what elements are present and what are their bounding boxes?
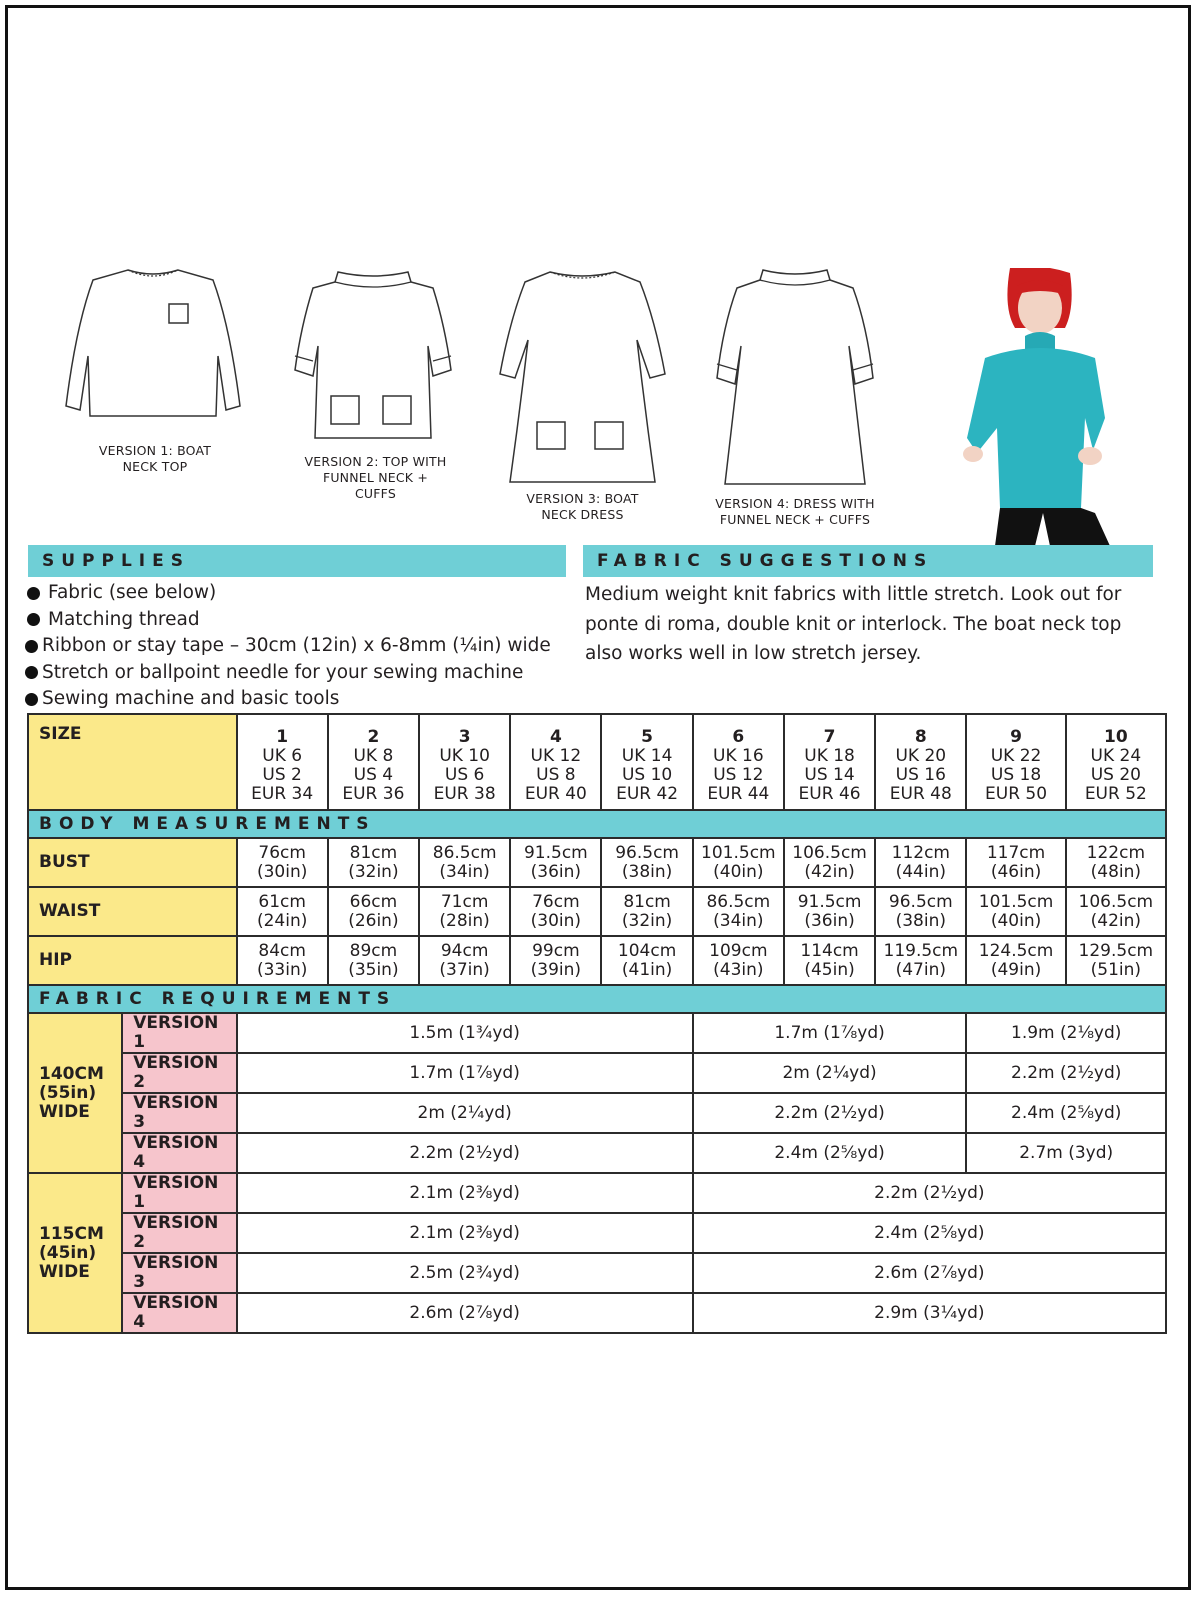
measurement-cell: 94cm (37in) [419, 936, 510, 985]
version-label: VERSION 3 [122, 1093, 236, 1133]
version-label: VERSION 4 [122, 1133, 236, 1173]
size-col: 10 UK 24 US 20 EUR 52 [1066, 714, 1166, 810]
version-label: VERSION 3 [122, 1253, 236, 1293]
bullet-icon [27, 613, 40, 626]
fabric-amount: 2m (2¼yd) [693, 1053, 967, 1093]
measurement-cell: 86.5cm (34in) [419, 838, 510, 887]
supplies-header [28, 545, 566, 577]
fabric-amount: 2.2m (2½yd) [693, 1093, 967, 1133]
fabric-row [28, 1253, 1166, 1293]
fabric-amount: 2.6m (2⅞yd) [693, 1253, 1166, 1293]
size-label: SIZE [28, 714, 237, 810]
size-col: 1 UK 6 US 2 EUR 34 [237, 714, 328, 810]
size-col: 9 UK 22 US 18 EUR 50 [966, 714, 1065, 810]
fabric-amount: 2.6m (2⅞yd) [237, 1293, 693, 1333]
bullet-icon [27, 587, 40, 600]
size-col: 2 UK 8 US 4 EUR 36 [328, 714, 419, 810]
fabric-amount: 2.1m (2⅜yd) [237, 1173, 693, 1213]
version-1-caption: VERSION 1: BOAT NECK TOP [98, 443, 212, 474]
fabric-amount: 2m (2¼yd) [237, 1093, 693, 1133]
measurement-cell: 84cm (33in) [237, 936, 328, 985]
measurement-cell: 91.5cm (36in) [784, 887, 875, 936]
fabric-row [28, 1093, 1166, 1133]
measurement-cell: 122cm (48in) [1066, 838, 1166, 887]
version-3-caption: VERSION 3: BOAT NECK DRESS [526, 491, 639, 522]
measurement-cell: 114cm (45in) [784, 936, 875, 985]
measurement-cell: 104cm (41in) [601, 936, 692, 985]
fabric-amount: 2.4m (2⅝yd) [693, 1133, 967, 1173]
version-1-sketch [58, 266, 248, 436]
supplies-item: Matching thread [25, 607, 565, 634]
supplies-item: Stretch or ballpoint needle for your sewing machine [25, 660, 565, 687]
version-label: VERSION 1 [122, 1013, 236, 1053]
measurement-cell: 124.5cm (49in) [966, 936, 1065, 985]
measurement-cell: 106.5cm (42in) [784, 838, 875, 887]
fabric-suggestions-header [583, 545, 1153, 577]
hip-row [28, 936, 1166, 985]
measurement-cell: 76cm (30in) [237, 838, 328, 887]
supplies-item: Sewing machine and basic tools [25, 686, 565, 713]
version-3-sketch [495, 270, 670, 490]
measurement-cell: 66cm (26in) [328, 887, 419, 936]
measurement-cell: 71cm (28in) [419, 887, 510, 936]
measurement-cell: 81cm (32in) [601, 887, 692, 936]
fabric-requirements-header-row [28, 985, 1166, 1013]
version-2-sketch [283, 266, 463, 446]
measurement-cell: 119.5cm (47in) [875, 936, 966, 985]
bullet-icon [25, 693, 38, 706]
width-140-label: 140CM (55in) WIDE [28, 1013, 122, 1173]
fabric-row [28, 1133, 1166, 1173]
measurement-cell: 61cm (24in) [237, 887, 328, 936]
version-label: VERSION 4 [122, 1293, 236, 1333]
size-col: 4 UK 12 US 8 EUR 40 [510, 714, 601, 810]
measurement-cell: 112cm (44in) [875, 838, 966, 887]
bullet-icon [25, 666, 38, 679]
bullet-icon [25, 640, 38, 653]
fabric-row [28, 1173, 1166, 1213]
measurement-cell: 106.5cm (42in) [1066, 887, 1166, 936]
fabric-amount: 2.1m (2⅜yd) [237, 1213, 693, 1253]
measurement-cell: 129.5cm (51in) [1066, 936, 1166, 985]
size-col: 3 UK 10 US 6 EUR 38 [419, 714, 510, 810]
size-col: 5 UK 14 US 10 EUR 42 [601, 714, 692, 810]
size-col: 7 UK 18 US 14 EUR 46 [784, 714, 875, 810]
supplies-item: Ribbon or stay tape – 30cm (12in) x 6-8mm (¼in) wide [25, 633, 565, 660]
supplies-title: SUPPLIES [42, 551, 190, 571]
fabric-amount: 2.4m (2⅝yd) [966, 1093, 1166, 1133]
measurement-cell: 117cm (46in) [966, 838, 1065, 887]
measurement-cell: 101.5cm (40in) [693, 838, 784, 887]
waist-row [28, 887, 1166, 936]
version-label: VERSION 1 [122, 1173, 236, 1213]
size-col: 8 UK 20 US 16 EUR 48 [875, 714, 966, 810]
supplies-item: Fabric (see below) [25, 580, 565, 607]
fabric-amount: 2.2m (2½yd) [693, 1173, 1166, 1213]
version-4-sketch [705, 266, 885, 491]
bust-row [28, 838, 1166, 887]
version-label: VERSION 2 [122, 1213, 236, 1253]
supplies-list [25, 580, 565, 713]
fabric-requirements-title: FABRIC REQUIREMENTS [28, 985, 1166, 1013]
measurement-cell: 76cm (30in) [510, 887, 601, 936]
measurement-cell: 86.5cm (34in) [693, 887, 784, 936]
version-label: VERSION 2 [122, 1053, 236, 1093]
fabric-amount: 2.5m (2¾yd) [237, 1253, 693, 1293]
fabric-amount: 2.9m (3¼yd) [693, 1293, 1166, 1333]
fabric-row [28, 1053, 1166, 1093]
fabric-row [28, 1213, 1166, 1253]
fabric-suggestions-title: FABRIC SUGGESTIONS [597, 551, 934, 571]
size-col: 6 UK 16 US 12 EUR 44 [693, 714, 784, 810]
measurement-cell: 91.5cm (36in) [510, 838, 601, 887]
width-115-label: 115CM (45in) WIDE [28, 1173, 122, 1333]
measurement-cell: 89cm (35in) [328, 936, 419, 985]
fabric-amount: 1.9m (2⅛yd) [966, 1013, 1166, 1053]
row-label: WAIST [28, 887, 237, 936]
fabric-amount: 2.7m (3yd) [966, 1133, 1166, 1173]
measurement-cell: 99cm (39in) [510, 936, 601, 985]
measurement-cell: 101.5cm (40in) [966, 887, 1065, 936]
fabric-row [28, 1013, 1166, 1053]
version-2-caption: VERSION 2: TOP WITH FUNNEL NECK + CUFFS [304, 454, 447, 501]
fabric-row [28, 1293, 1166, 1333]
size-header-row [28, 714, 1166, 810]
model-photo [955, 268, 1130, 546]
fabric-suggestions-text: Medium weight knit fabrics with little stretch. Look out for ponte di roma, double knit or interlock. The boat neck top also works well in low stretch jersey. [585, 584, 1122, 664]
fabric-amount: 2.4m (2⅝yd) [693, 1213, 1166, 1253]
fabric-amount: 1.7m (1⅞yd) [237, 1053, 693, 1093]
fabric-amount: 2.2m (2½yd) [966, 1053, 1166, 1093]
version-4-caption: VERSION 4: DRESS WITH FUNNEL NECK + CUFFS [715, 496, 875, 527]
measurement-cell: 81cm (32in) [328, 838, 419, 887]
measurement-cell: 96.5cm (38in) [875, 887, 966, 936]
row-label: HIP [28, 936, 237, 985]
fabric-amount: 2.2m (2½yd) [237, 1133, 693, 1173]
size-chart-table [27, 713, 1167, 1334]
fabric-amount: 1.7m (1⅞yd) [693, 1013, 967, 1053]
fabric-amount: 1.5m (1¾yd) [237, 1013, 693, 1053]
row-label: BUST [28, 838, 237, 887]
body-measurements-header-row [28, 810, 1166, 838]
measurement-cell: 96.5cm (38in) [601, 838, 692, 887]
measurement-cell: 109cm (43in) [693, 936, 784, 985]
body-measurements-title: BODY MEASUREMENTS [28, 810, 1166, 838]
